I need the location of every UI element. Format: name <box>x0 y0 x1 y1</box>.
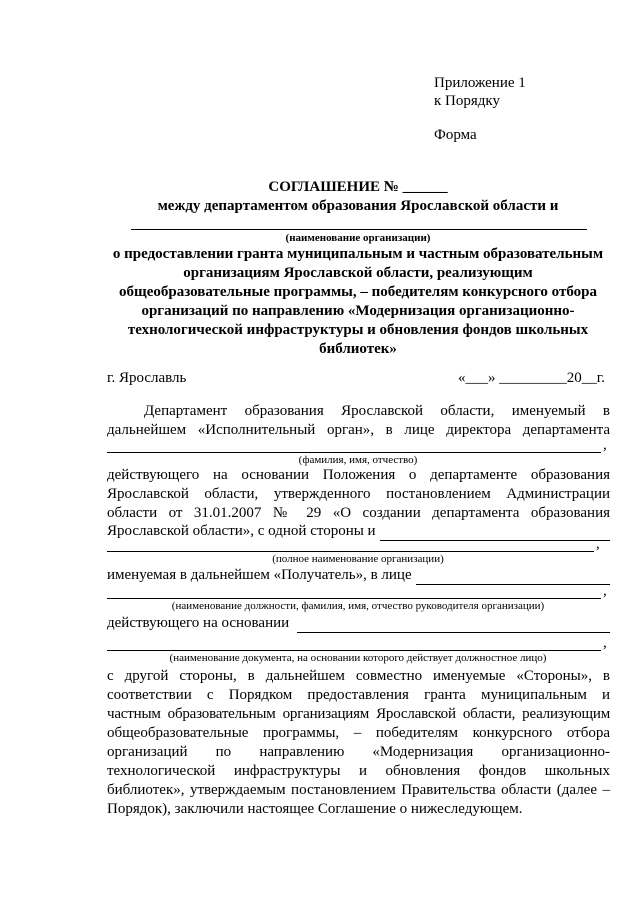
director-name-line <box>107 452 601 453</box>
appendix-label: Приложение 1 <box>434 75 526 91</box>
acting-on-row <box>107 614 610 633</box>
acting-on-text: действующего на основании <box>107 615 290 631</box>
subject-line: общеобразовательные программы, – победителям конкурсного отбора <box>119 284 597 300</box>
p3-line: с другой стороны, в дальнейшем совместно именуемые «Стороны», в <box>107 668 610 684</box>
p2-line: области от 31.01.2007 № 29 «О создании департамента образования <box>107 505 610 521</box>
position-line <box>107 598 601 599</box>
p2-last-text: Ярославской области», с одной стороны и <box>107 523 376 539</box>
p3-line: библиотек», утверждаемым постановлением Правительства области (далее – <box>107 782 610 798</box>
org-name-line <box>131 229 587 230</box>
subject-line: библиотек» <box>319 341 397 357</box>
recipient-row <box>107 566 610 585</box>
recipient-text: именуемая в дальнейшем «Получатель», в лице <box>107 567 412 583</box>
org-full-name-line <box>107 551 594 552</box>
p3-line: соответствии с Порядком предоставления гранта муниципальным и <box>107 687 610 703</box>
agreement-title: СОГЛАШЕНИЕ № ______ <box>268 179 448 195</box>
comma: , <box>603 635 607 651</box>
p2-last-row <box>107 522 610 541</box>
comma: , <box>596 536 600 552</box>
basis-blank-line <box>297 618 610 633</box>
recipient-blank-line <box>416 570 610 585</box>
p3-line: организаций по направлению «Модернизация организационно- <box>107 744 610 760</box>
document-hint: (наименование документа, на основании которого действует должностное лицо) <box>169 652 547 664</box>
agreement-parties: между департаментом образования Ярославской области и <box>157 198 559 214</box>
subject-line: технологической инфраструктуры и обновления фондов школьных <box>127 322 589 338</box>
comma: , <box>603 437 607 453</box>
city: г. Ярославль <box>107 370 187 386</box>
subject-line: о предоставлении гранта муниципальным и частным образовательным <box>112 246 604 262</box>
form-label: Форма <box>434 127 477 143</box>
org-blank-line <box>380 526 610 541</box>
fullname-hint: (полное наименование организации) <box>272 553 444 565</box>
p2-line: действующего на основании Положения о департаменте образования <box>107 467 610 483</box>
position-hint: (наименование должности, фамилия, имя, отчество руководителя организации) <box>171 600 545 612</box>
p3-line: технологической инфраструктуры и обновления фондов школьных <box>107 763 610 779</box>
p3-last-line: Порядок), заключили настоящее Соглашение о нижеследующем. <box>107 801 523 817</box>
fio-hint: (фамилия, имя, отчество) <box>298 454 418 466</box>
p3-line: общеобразовательные программы, – победителям конкурсного отбора <box>107 725 610 741</box>
to-order-label: к Порядку <box>434 93 500 109</box>
agreement-date: «___» _________20__г. <box>458 370 605 386</box>
agreement-subject <box>0 245 640 359</box>
p1-line: Департамент образования Ярославской области, именуемый в <box>144 403 610 419</box>
comma: , <box>603 583 607 599</box>
org-name-hint: (наименование организации) <box>285 232 431 244</box>
p2-line: Ярославской области, утвержденного постановлением Администрации <box>107 486 610 502</box>
subject-line: организаций по направлению «Модернизация организационно- <box>141 303 575 319</box>
document-line <box>107 650 601 651</box>
p3-line: частным образовательным организациям Ярославской области, реализующим <box>107 706 610 722</box>
p1-line: дальнейшем «Исполнительный орган», в лице директора департамента <box>107 422 610 438</box>
subject-line: организациям Ярославской области, реализующим <box>183 265 533 281</box>
